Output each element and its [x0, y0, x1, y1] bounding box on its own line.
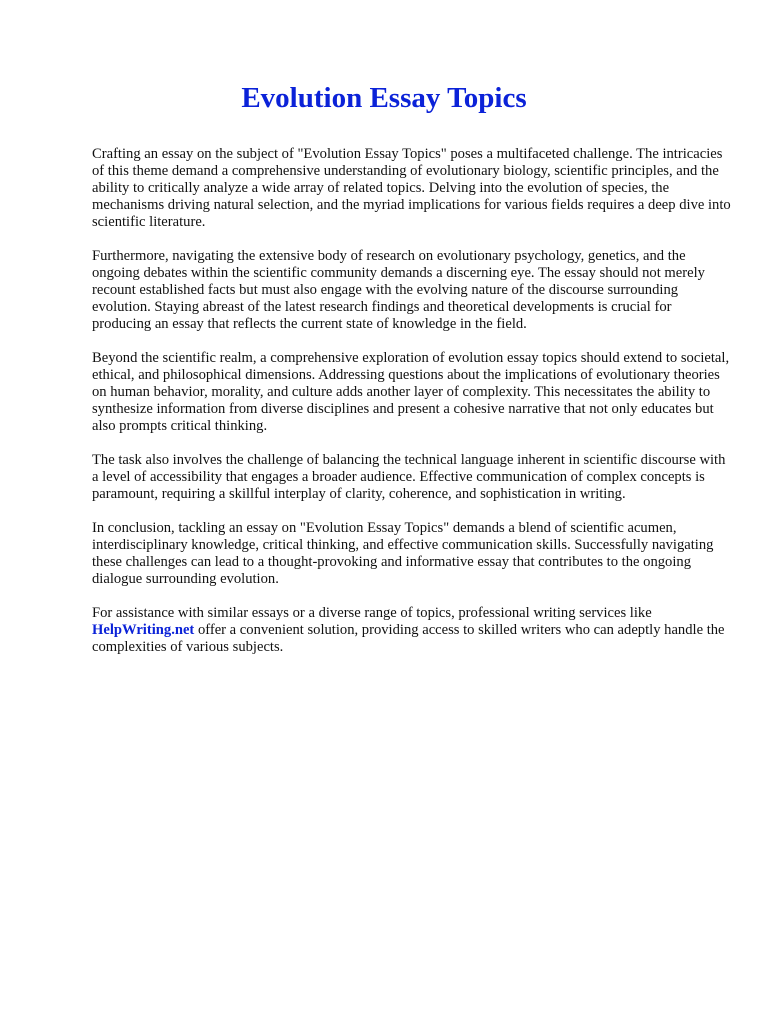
paragraph-5: In conclusion, tackling an essay on "Evolution Essay Topics" demands a blend of scientific acumen, interdisciplinary knowledge, critical thinking, and effective communication skills. Successfully navigating these challenges can lead to a thought-provoking and informative essay that contributes to the ongoing dialogue surrounding evolution.: [92, 520, 714, 587]
paragraph-1: Crafting an essay on the subject of "Evolution Essay Topics" poses a multifaceted challenge. The intricacies of this theme demand a comprehensive understanding of evolutionary biology, scientific principles, and the ability to critically analyze a wide array of related topics. Delving into the evolution of species, the mechanisms driving natural selection, and the myriad implications for various fields requires a deep dive into scientific literature.: [92, 146, 731, 230]
paragraph-2: Furthermore, navigating the extensive body of research on evolutionary psychology, genetics, and the ongoing debates within the scientific community demands a discerning eye. The essay should not merely recount established facts but must also engage with the evolving nature of the discourse surrounding evolution. Staying abreast of the latest research findings and theoretical developments is crucial for producing an essay that reflects the current state of knowledge in the field.: [92, 248, 705, 332]
document-title: Evolution Essay Topics: [241, 82, 527, 114]
paragraph-3: Beyond the scientific realm, a comprehensive exploration of evolution essay topics should extend to societal, ethical, and philosophical dimensions. Addressing questions about the implications of evolutionary theories on human behavior, morality, and culture adds another layer of complexity. This necessitates the ability to synthesize information from diverse disciplines and present a cohesive narrative that not only educates but also prompts critical thinking.: [92, 350, 730, 434]
closing-text-before: For assistance with similar essays or a diverse range of topics, professional writing services like: [92, 605, 652, 621]
closing-text-after: offer a convenient solution, providing access to skilled writers who can adeptly handle the complexities of various subjects.: [92, 622, 725, 655]
helpwriting-link[interactable]: HelpWriting.net: [92, 622, 195, 638]
document-body: [92, 146, 732, 673]
paragraph-4: The task also involves the challenge of balancing the technical language inherent in scientific discourse with a level of accessibility that engages a broader audience. Effective communication of complex concepts is paramount, requiring a skillful interplay of clarity, coherence, and sophistication in writing.: [92, 452, 726, 502]
closing-paragraph: [92, 605, 732, 656]
